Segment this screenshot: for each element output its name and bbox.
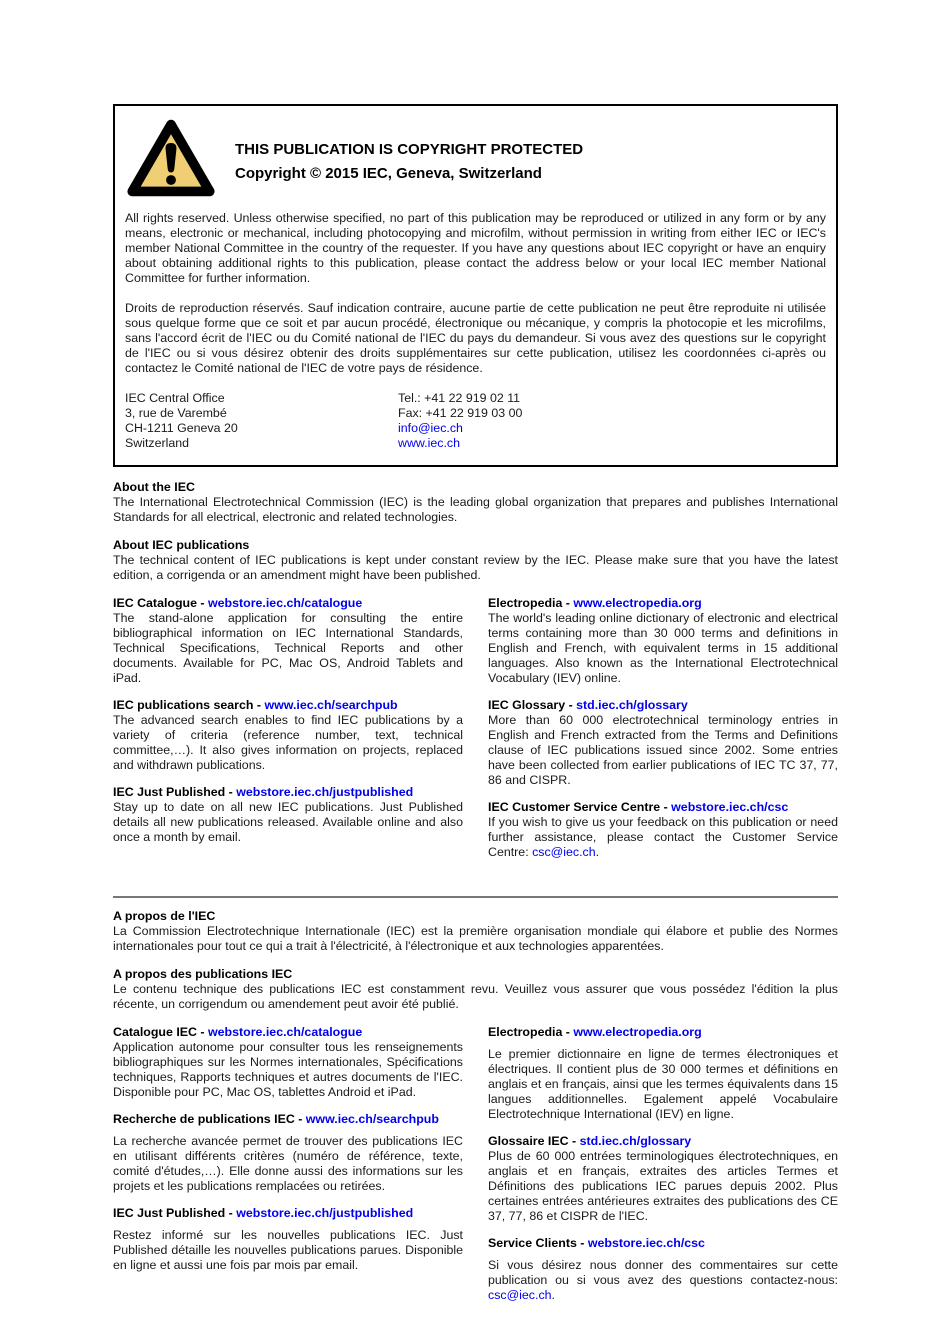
resource-heading-label: Catalogue IEC - bbox=[113, 1025, 209, 1039]
resource-heading-label: IEC Just Published - bbox=[113, 1206, 237, 1220]
resource-heading-label: Service Clients - bbox=[488, 1236, 588, 1250]
resource-body-tail: . bbox=[551, 1288, 555, 1302]
copyright-header bbox=[125, 118, 826, 202]
resource-heading bbox=[113, 1206, 463, 1221]
resource-iec-publications-search bbox=[113, 698, 463, 773]
website-link[interactable]: www.iec.ch bbox=[398, 436, 460, 450]
resource-body-text: More than 60 000 electrotechnical terminology entries in English and French extracted from the Terms and Definitions clause of IEC publications issued since 2002. Some entries have been collected from earlier publications of IEC TC 37, 77, 86 and CISPR. bbox=[488, 713, 838, 787]
resource-heading-label: Electropedia - bbox=[488, 1025, 574, 1039]
resource-body bbox=[113, 1228, 463, 1273]
resource-recherche-publications bbox=[113, 1112, 463, 1194]
address-line: IEC Central Office bbox=[125, 391, 225, 405]
resource-heading-label: IEC publications search - bbox=[113, 698, 265, 712]
resource-iec-customer-service-centre bbox=[488, 800, 838, 860]
resource-heading bbox=[488, 800, 838, 815]
resource-body bbox=[113, 611, 463, 686]
resource-heading bbox=[488, 698, 838, 713]
address-line: Switzerland bbox=[125, 436, 190, 450]
phone-email-block bbox=[398, 391, 522, 451]
resource-iec-catalogue bbox=[113, 596, 463, 686]
resource-iec-glossary bbox=[488, 698, 838, 788]
resource-heading-link[interactable]: www.iec.ch/searchpub bbox=[305, 1112, 439, 1126]
resources-english-right-column bbox=[488, 596, 838, 872]
about-publications-heading-en: About IEC publications bbox=[113, 538, 250, 552]
address-block bbox=[125, 391, 398, 451]
resource-heading-link[interactable]: www.electropedia.org bbox=[573, 596, 702, 610]
resource-heading-link[interactable]: std.iec.ch/glossary bbox=[576, 698, 688, 712]
warning-icon bbox=[125, 118, 215, 202]
resource-heading-label: IEC Customer Service Centre - bbox=[488, 800, 672, 814]
resource-body bbox=[113, 800, 463, 845]
about-publications-paragraph-fr: Le contenu technique des publications IEC est constamment revu. Veuillez vous assurer que vous possédez l'édition la plus récente, un corrigendum ou amendement peut avoir été publié. bbox=[113, 982, 838, 1011]
resource-body-text: The world's leading online dictionary of electronic and electrical terms containing more than 30 000 terms and definitions in English and French, with equivalent terms in 15 additional languages. Also known as the International Electrotechnical Vocabulary (IEV) online. bbox=[488, 611, 838, 685]
copyright-title: THIS PUBLICATION IS COPYRIGHT PROTECTED bbox=[235, 141, 584, 158]
resource-iec-just-published-fr bbox=[113, 1206, 463, 1273]
copyright-paragraph-english: All rights reserved. Unless otherwise specified, no part of this publication may be reproduced or utilized in any form or by any means, electronic or mechanical, including photocopying and microfilm, without permission in writing from either IEC or IEC's member National Committee in the country of the requester. If you have any questions about IEC copyright or have an enquiry about obtaining additional rights to this publication, please contact the address below or your local IEC member National Committee for further information. bbox=[125, 211, 826, 285]
resource-heading-link[interactable]: webstore.iec.ch/justpublished bbox=[236, 1206, 414, 1220]
resource-heading-link[interactable]: std.iec.ch/glossary bbox=[579, 1134, 692, 1148]
resource-body-text: Stay up to date on all new IEC publications. Just Published details all new publications released. Available online and also once a month by email. bbox=[113, 800, 463, 844]
page bbox=[113, 104, 838, 1315]
csc-email-link[interactable]: csc@iec.ch bbox=[532, 845, 596, 859]
fax-number: Fax: +41 22 919 03 00 bbox=[398, 406, 523, 420]
telephone-number: Tel.: +41 22 919 02 11 bbox=[398, 391, 521, 405]
resource-heading bbox=[488, 1236, 838, 1251]
resource-heading-link[interactable]: webstore.iec.ch/catalogue bbox=[208, 596, 363, 610]
resource-heading-link[interactable]: webstore.iec.ch/justpublished bbox=[236, 785, 414, 799]
resource-body-text: La recherche avancée permet de trouver des publications IEC en utilisant différents critères (numéro de référence, texte, comité d'études,…). Elle donne aussi des informations sur les projets et les publications remplacées ou retirées. bbox=[113, 1134, 463, 1193]
language-divider bbox=[113, 896, 838, 898]
resources-english-left-column bbox=[113, 596, 463, 872]
address-line: 3, rue de Varembé bbox=[125, 406, 227, 420]
resource-heading bbox=[113, 785, 463, 800]
about-iec-paragraph-en: The International Electrotechnical Commission (IEC) is the leading global organization that prepares and publishes International Standards for all electrical, electronic and related technologies. bbox=[113, 495, 838, 524]
resource-heading-label: IEC Catalogue - bbox=[113, 596, 209, 610]
copyright-subtitle: Copyright © 2015 IEC, Geneva, Switzerland bbox=[235, 165, 542, 182]
resource-body bbox=[488, 1149, 838, 1224]
copyright-paragraph-french: Droits de reproduction réservés. Sauf indication contraire, aucune partie de cette publication ne peut être reproduite ni utilisée sous quelque forme que ce soit et par aucun procédé, électronique ou mécanique, y compris la photocopie et les microfilms, sans l'accord écrit de l'IEC ou du Comité national de l'IEC du pays du demandeur. Si vous avez des questions sur le copyright de l'IEC ou si vous désirez obtenir des droits supplémentaires sur cette publication, utilisez les coordonnées ci-après ou contactez le Comité national de l'IEC de votre pays de résidence. bbox=[125, 301, 826, 375]
resource-body bbox=[488, 1258, 838, 1303]
about-publications-paragraph-en: The technical content of IEC publications is kept under constant review by the IEC. Please make sure that you have the latest edition, a corrigenda or an amendment might have been published. bbox=[113, 553, 838, 582]
resource-glossaire-iec bbox=[488, 1134, 838, 1224]
resource-heading-label: IEC Just Published - bbox=[113, 785, 237, 799]
resource-heading-label: Recherche de publications IEC - bbox=[113, 1112, 306, 1126]
email-link[interactable]: info@iec.ch bbox=[398, 421, 463, 435]
resource-body-text: Restez informé sur les nouvelles publications IEC. Just Published détaille les nouvelles publications parues. Disponible en ligne et aussi une fois par mois par email. bbox=[113, 1228, 463, 1272]
resource-heading-link[interactable]: webstore.iec.ch/csc bbox=[671, 800, 789, 814]
resource-heading bbox=[113, 698, 463, 713]
resource-body bbox=[488, 815, 838, 860]
resource-heading-link[interactable]: webstore.iec.ch/csc bbox=[587, 1236, 705, 1250]
resource-heading-link[interactable]: webstore.iec.ch/catalogue bbox=[208, 1025, 363, 1039]
resource-body-text: Plus de 60 000 entrées terminologiques électrotechniques, en anglais et en français, extraites des articles Termes et Définitions des publications IEC parues depuis 2002. Plus certaines entrées antérieures extraites des publications des CE 37, 77, 86 et CISPR de l'IEC. bbox=[488, 1149, 838, 1223]
resource-heading bbox=[488, 1025, 838, 1040]
resource-body-text: Si vous désirez nous donner des commentaires sur cette publication ou si vous avez des questions contactez-nous: bbox=[488, 1258, 838, 1287]
contact-block bbox=[125, 391, 826, 451]
resource-electropedia-en bbox=[488, 596, 838, 686]
resource-heading-label: IEC Glossary - bbox=[488, 698, 577, 712]
copyright-titles bbox=[235, 118, 583, 181]
resource-catalogue-iec bbox=[113, 1025, 463, 1100]
resource-iec-just-published-en bbox=[113, 785, 463, 845]
resources-french bbox=[113, 1025, 838, 1315]
about-iec-paragraph-fr: La Commission Electrotechnique Internationale (IEC) est la première organisation mondiale qui élabore et publie des Normes internationales pour tout ce qui a trait à l'électricité, à l'électronique et aux technologies apparentées. bbox=[113, 924, 838, 953]
resource-body-text: If you wish to give us your feedback on this publication or need further assistance, please contact the Customer Service Centre: bbox=[488, 815, 838, 859]
resource-heading-link[interactable]: www.electropedia.org bbox=[573, 1025, 702, 1039]
resource-body-text: Application autonome pour consulter tous les renseignements bibliographiques sur les Normes internationales, Spécifications techniques, Rapports techniques et autres documents de l'IEC. Disponible pour PC, Mac OS, tablettes Android et iPad. bbox=[113, 1040, 463, 1099]
resource-body-text: The advanced search enables to find IEC publications by a variety of criteria (reference number, text, technical committee,…). It also gives information on projects, replaced and withdrawn publications. bbox=[113, 713, 463, 772]
resource-body bbox=[113, 713, 463, 773]
resource-body-text: The stand-alone application for consulting the entire bibliographical information on IEC International Standards, Technical Specifications, Technical Reports and other documents. Available for PC, Mac OS, Android Tablets and iPad. bbox=[113, 611, 463, 685]
resource-heading-label: Electropedia - bbox=[488, 596, 574, 610]
resources-french-left-column bbox=[113, 1025, 463, 1315]
resource-service-clients bbox=[488, 1236, 838, 1303]
resource-electropedia-fr bbox=[488, 1025, 838, 1122]
resources-french-right-column bbox=[488, 1025, 838, 1315]
resource-heading bbox=[488, 596, 838, 611]
about-iec-heading-en: About the IEC bbox=[113, 480, 195, 494]
resource-heading bbox=[113, 596, 463, 611]
resource-body bbox=[488, 611, 838, 686]
resource-body bbox=[488, 713, 838, 788]
address-line: CH-1211 Geneva 20 bbox=[125, 421, 238, 435]
copyright-box bbox=[113, 104, 838, 467]
resource-body-tail: . bbox=[595, 845, 600, 859]
about-publications-heading-fr: A propos des publications IEC bbox=[113, 967, 293, 981]
resource-heading-label: Glossaire IEC - bbox=[488, 1134, 580, 1148]
resource-body bbox=[113, 1134, 463, 1194]
resource-body-text: Le premier dictionnaire en ligne de termes électroniques et électriques. Il contient plus de 30 000 termes et définitions en anglais et en français, ainsi que les termes équivalents dans 15 langues additionnelles. Egalement appelé Vocabulaire Electrotechnique International (IEV) en ligne. bbox=[488, 1047, 838, 1121]
resource-body bbox=[488, 1047, 838, 1122]
resource-heading-link[interactable]: www.iec.ch/searchpub bbox=[264, 698, 398, 712]
resource-heading bbox=[113, 1025, 463, 1040]
resource-body bbox=[113, 1040, 463, 1100]
csc-email-link[interactable]: csc@iec.ch bbox=[488, 1288, 552, 1302]
resources-english bbox=[113, 596, 838, 872]
resource-heading bbox=[488, 1134, 838, 1149]
resource-heading bbox=[113, 1112, 463, 1127]
about-iec-heading-fr: A propos de l'IEC bbox=[113, 909, 216, 923]
